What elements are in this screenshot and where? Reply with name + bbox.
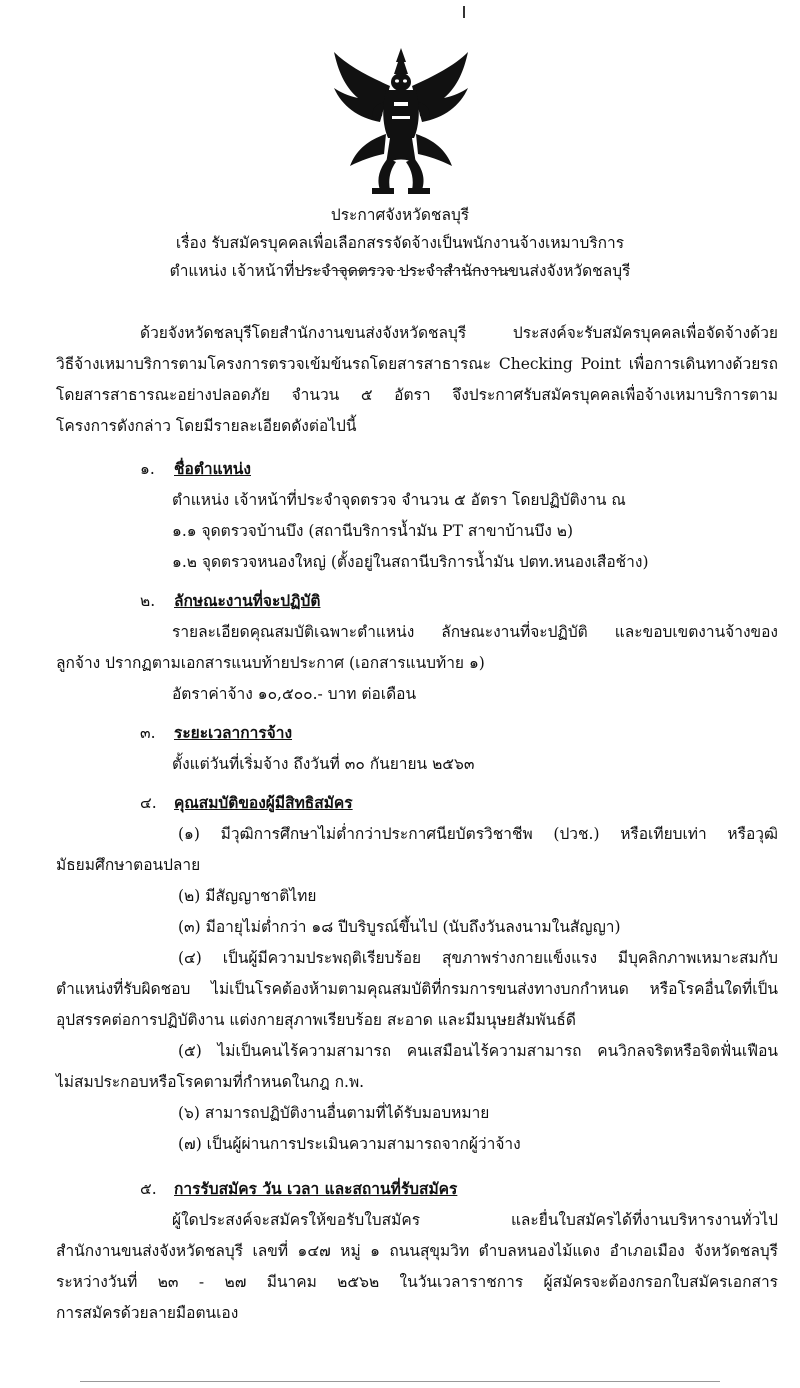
announcement-title: ประกาศจังหวัดชลบุรี bbox=[330, 206, 470, 224]
section-2-heading bbox=[140, 590, 320, 612]
section-3-line: ตั้งแต่วันที่เริ่มจ้าง ถึงวันที่ ๓๐ กันยายน ๒๕๖๓ bbox=[172, 755, 475, 773]
section-2-line: ลูกจ้าง ปรากฏตามเอกสารแนบท้ายประกาศ (เอกสารแนบท้าย ๑) bbox=[56, 654, 485, 672]
section-title: ลักษณะงานที่จะปฏิบัติ bbox=[174, 591, 321, 610]
section-title: ชื่อตำแหน่ง bbox=[174, 459, 251, 478]
intro-line: โดยสารสาธารณะอย่างปลอดภัย จำนวน ๕ อัตรา จึงประกาศรับสมัครบุคคลเพื่อจ้างเหมาบริการตาม bbox=[56, 386, 778, 404]
scan-mark bbox=[463, 6, 465, 18]
section-4-line: มัธยมศึกษาตอนปลาย bbox=[56, 856, 201, 874]
section-5-heading bbox=[140, 1178, 457, 1200]
section-4-line: ตำแหน่งที่รับผิดชอบ ไม่เป็นโรคต้องห้ามตามคุณสมบัติที่กรมการขนส่งทางบกกำหนด หรือโรคอื่นใดที่เป็น bbox=[56, 980, 778, 998]
section-4-line: อุปสรรคต่อการปฏิบัติงาน แต่งกายสุภาพเรียบร้อย สะอาด และมีมนุษยสัมพันธ์ดี bbox=[56, 1011, 576, 1029]
section-title: ระยะเวลาการจ้าง bbox=[174, 723, 293, 742]
section-4-line: (๗) เป็นผู้ผ่านการประเมินความสามารถจากผู้ว่าจ้าง bbox=[178, 1135, 521, 1153]
section-4-line: (๕) ไม่เป็นคนไร้ความสามารถ คนเสมือนไร้ความสามารถ คนวิกลจริตหรือจิตฟั่นเฟือน bbox=[178, 1042, 778, 1060]
section-number: ๑. bbox=[140, 460, 155, 478]
section-4-line: (๒) มีสัญญาชาติไทย bbox=[178, 887, 317, 905]
intro-line: ด้วยจังหวัดชลบุรีโดยสำนักงานขนส่งจังหวัดชลบุรี ประสงค์จะรับสมัครบุคคลเพื่อจัดจ้างด้วย bbox=[140, 324, 778, 342]
section-1-line: ๑.๒ จุดตรวจหนองใหญ่ (ตั้งอยู่ในสถานีบริการน้ำมัน ปตท.หนองเสือช้าง) bbox=[172, 553, 649, 571]
section-1-line: ตำแหน่ง เจ้าหน้าที่ประจำจุดตรวจ จำนวน ๕ อัตรา โดยปฏิบัติงาน ณ bbox=[172, 491, 626, 509]
section-1-heading bbox=[140, 458, 251, 480]
section-5-line: ระหว่างวันที่ ๒๓ - ๒๗ มีนาคม ๒๕๖๒ ในวันเวลาราชการ ผู้สมัครจะต้องกรอกใบสมัครเอกสาร bbox=[56, 1273, 778, 1291]
section-5-line: ผู้ใดประสงค์จะสมัครให้ขอรับใบสมัคร และยื่นใบสมัครได้ที่งานบริหารงานทั่วไป bbox=[172, 1211, 778, 1229]
page-bottom-rule bbox=[80, 1381, 720, 1382]
section-2-line: รายละเอียดคุณสมบัติเฉพาะตำแหน่ง ลักษณะงานที่จะปฏิบัติ และขอบเขตงานจ้างของ bbox=[172, 623, 778, 641]
section-5-line: สำนักงานขนส่งจังหวัดชลบุรี เลขที่ ๑๔๗ หมู่ ๑ ถนนสุขุมวิท ตำบลหนองไม้แดง อำเภอเมือง จังหวัดชลบุรี bbox=[56, 1242, 778, 1260]
section-number: ๒. bbox=[140, 592, 156, 610]
announcement-subject: เรื่อง รับสมัครบุคคลเพื่อเลือกสรรจัดจ้างเป็นพนักงานจ้างเหมาบริการ bbox=[175, 234, 625, 252]
section-4-line: ไม่สมประกอบหรือโรคตามที่กำหนดในกฎ ก.พ. bbox=[56, 1073, 365, 1091]
header-separator bbox=[298, 270, 514, 271]
section-4-heading bbox=[140, 792, 353, 814]
section-number: ๓. bbox=[140, 724, 156, 742]
section-5-line: การสมัครด้วยลายมือตนเอง bbox=[56, 1304, 239, 1322]
section-3-heading bbox=[140, 722, 292, 744]
intro-line: วิธีจ้างเหมาบริการตามโครงการตรวจเข้มข้นรถโดยสารสาธารณะ Checking Point เพื่อการเดินทางด้วยรถ bbox=[56, 355, 778, 373]
intro-line: โครงการดังกล่าว โดยมีรายละเอียดดังต่อไปนี้ bbox=[56, 417, 357, 435]
section-number: ๔. bbox=[140, 794, 157, 812]
garuda-emblem-icon bbox=[328, 46, 474, 196]
section-title: การรับสมัคร วัน เวลา และสถานที่รับสมัคร bbox=[174, 1179, 458, 1198]
section-2-line: อัตราค่าจ้าง ๑๐,๕๐๐.- บาท ต่อเดือน bbox=[172, 685, 417, 703]
section-4-line: (๑) มีวุฒิการศึกษาไม่ต่ำกว่าประกาศนียบัตรวิชาชีพ (ปวช.) หรือเทียบเท่า หรือวุฒิ bbox=[178, 825, 778, 843]
section-4-line: (๖) สามารถปฏิบัติงานอื่นตามที่ได้รับมอบหมาย bbox=[178, 1104, 490, 1122]
section-1-line: ๑.๑ จุดตรวจบ้านบึง (สถานีบริการน้ำมัน PT สาขาบ้านบึง ๒) bbox=[172, 522, 574, 540]
section-title: คุณสมบัติของผู้มีสิทธิสมัคร bbox=[174, 793, 353, 812]
section-number: ๕. bbox=[140, 1180, 157, 1198]
announcement-position: ตำแหน่ง เจ้าหน้าที่ประจำจุดตรวจ ประจำสำนักงานขนส่งจังหวัดชลบุรี bbox=[169, 262, 631, 280]
section-4-line: (๔) เป็นผู้มีความประพฤติเรียบร้อย สุขภาพร่างกายแข็งแรง มีบุคลิกภาพเหมาะสมกับ bbox=[178, 949, 778, 967]
section-4-line: (๓) มีอายุไม่ต่ำกว่า ๑๘ ปีบริบูรณ์ขึ้นไป (นับถึงวันลงนามในสัญญา) bbox=[178, 918, 621, 936]
